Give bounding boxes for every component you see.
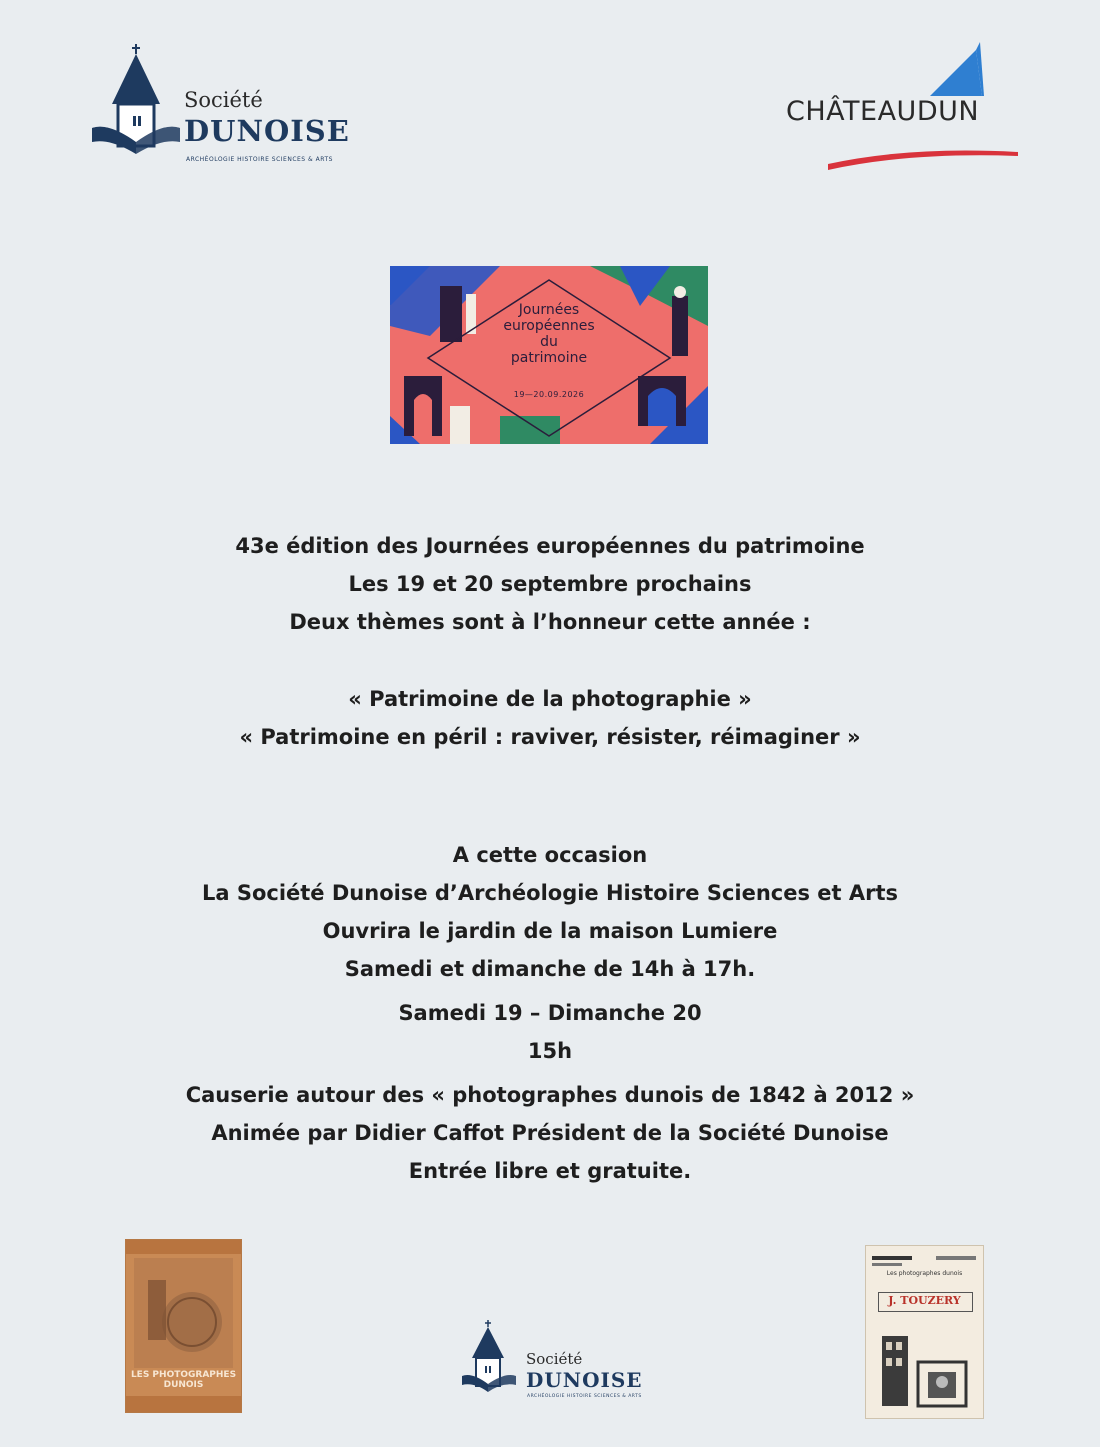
poster-title-line: européennes [503, 318, 595, 334]
book-left-title: LES PHOTOGRAPHES DUNOIS [130, 1370, 237, 1390]
detail-talk: Causerie autour des « photographes dunois de 1842 à 2012 » [185, 1083, 915, 1107]
poster-title-line: patrimoine [510, 350, 588, 366]
societe-dunoise-logo [88, 42, 378, 177]
book-right-name: J. TOUZERY [888, 1294, 961, 1307]
theme-peril: « Patrimoine en péril : raviver, résister, réimaginer » [239, 725, 861, 749]
detail-occasion: A cette occasion [452, 843, 648, 867]
book-right-header: Les photographes dunois [886, 1270, 963, 1277]
detail-host: Animée par Didier Caffot Président de la Société Dunoise [211, 1121, 889, 1145]
poster-title-line: Journées [518, 302, 580, 318]
intro-line-dates: Les 19 et 20 septembre prochains [348, 572, 752, 596]
societe-dunoise-logo-bottom [458, 1318, 658, 1408]
logo-line-societe: Société [526, 1350, 583, 1368]
detail-time: 15h [527, 1039, 573, 1063]
detail-hours: Samedi et dimanche de 14h à 17h. [344, 957, 756, 981]
logo-line-dunoise: DUNOISE [526, 1368, 643, 1392]
intro-line-edition: 43e édition des Journées européennes du patrimoine [235, 534, 865, 558]
poster-dates: 19—20.09.2026 [513, 390, 585, 399]
announcement-details [0, 836, 1100, 1190]
book-cover-right [866, 1246, 983, 1418]
book-cover-illustration [878, 1316, 971, 1412]
theme-photography: « Patrimoine de la photographie » [348, 687, 752, 711]
logo-tagline: ARCHÉOLOGIE HISTOIRE SCIENCES & ARTS [186, 156, 333, 163]
logo-line-dunoise: DUNOISE [184, 114, 350, 148]
jep-poster-image [390, 266, 708, 444]
detail-entry: Entrée libre et gratuite. [408, 1159, 692, 1183]
announcement-intro [0, 527, 1100, 641]
chateaudun-logo [780, 38, 1030, 178]
castle-tower-icon [458, 1318, 528, 1408]
announcement-themes [0, 680, 1100, 756]
intro-line-themes: Deux thèmes sont à l’honneur cette année : [289, 610, 811, 634]
book-cover-left [126, 1240, 241, 1412]
detail-days: Samedi 19 – Dimanche 20 [398, 1001, 702, 1025]
poster-title [390, 302, 708, 366]
poster-title-line: du [540, 334, 558, 350]
detail-garden: Ouvrira le jardin de la maison Lumiere [322, 919, 778, 943]
logo-tagline: ARCHÉOLOGIE HISTOIRE SCIENCES & ARTS [527, 1394, 642, 1399]
logo-line-societe: Société [184, 88, 263, 112]
detail-society: La Société Dunoise d’Archéologie Histoire Sciences et Arts [201, 881, 899, 905]
chateaudun-logo-text: CHÂTEAUDUN [786, 96, 980, 127]
